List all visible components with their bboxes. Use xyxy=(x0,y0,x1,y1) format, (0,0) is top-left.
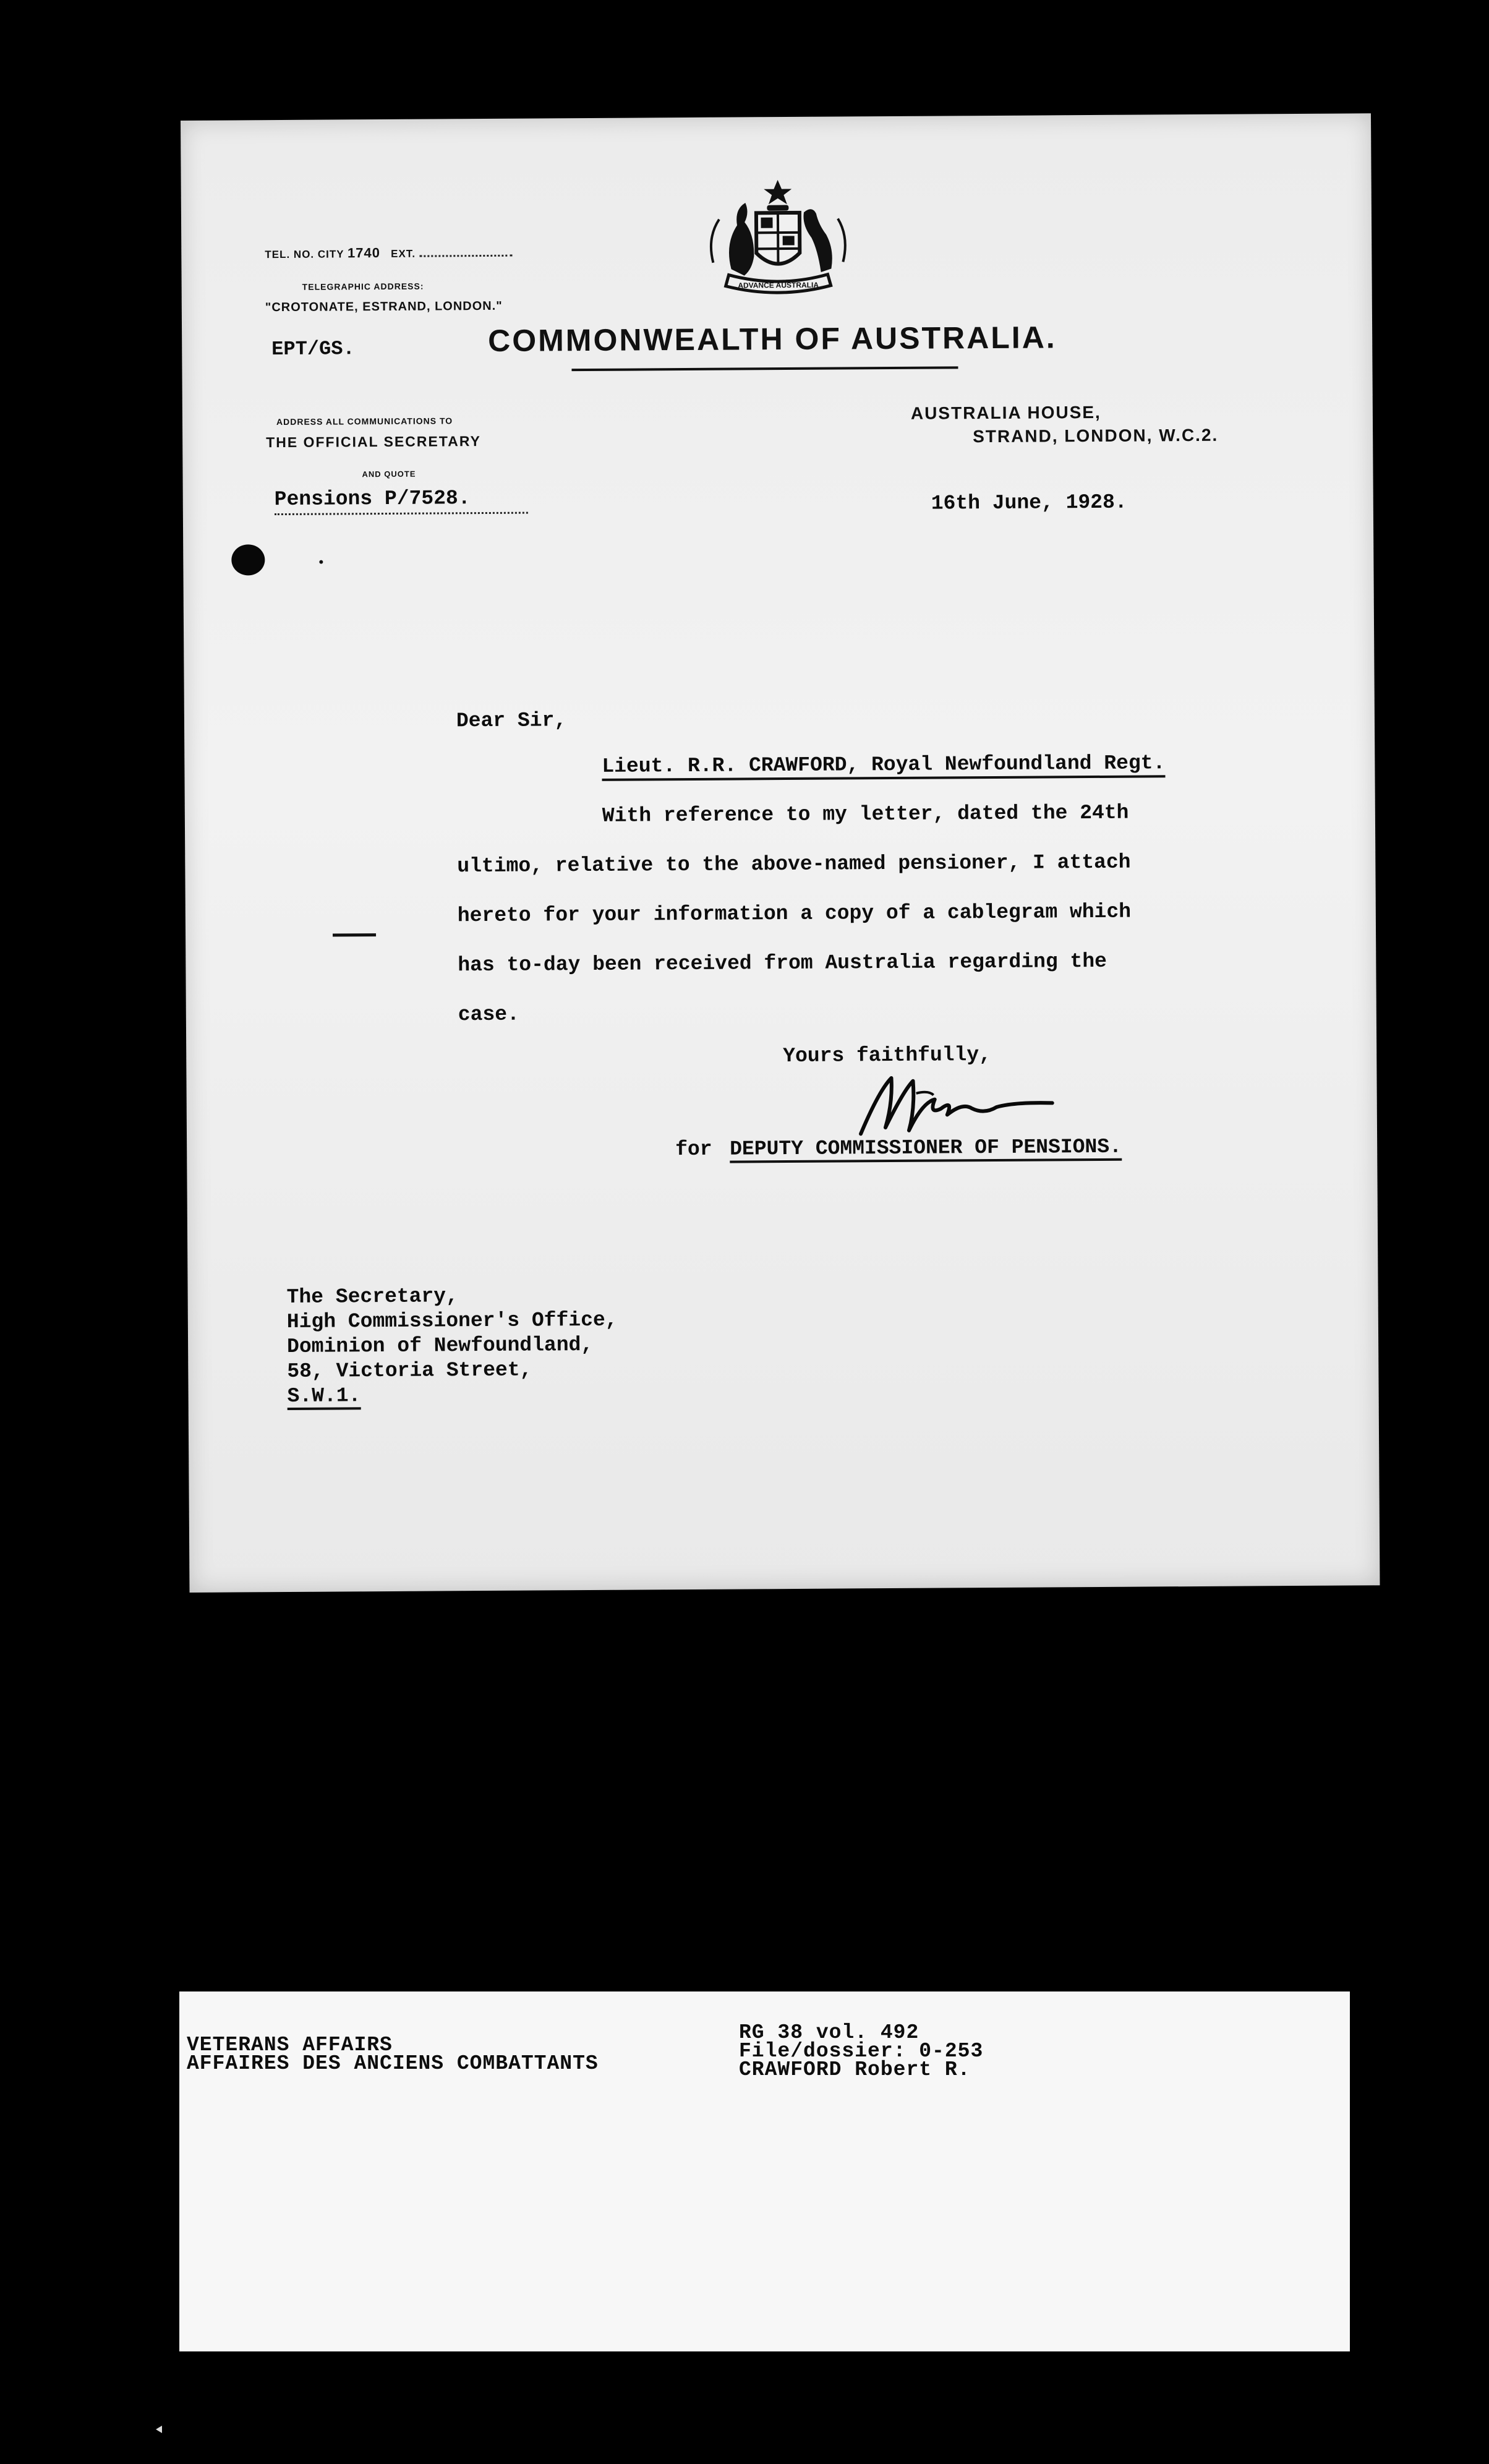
sender-address-line2: STRAND, LONDON, W.C.2. xyxy=(973,425,1219,447)
and-quote-label: AND QUOTE xyxy=(362,469,416,479)
organization-title: COMMONWEALTH OF AUSTRALIA. xyxy=(488,320,1057,358)
punch-hole xyxy=(231,544,265,575)
quote-rule xyxy=(275,512,528,516)
recipient-line: The Secretary, xyxy=(286,1285,458,1309)
body-line: has to-day been received from Australia regarding the xyxy=(458,949,1107,977)
official-secretary: THE OFFICIAL SECRETARY xyxy=(266,433,481,451)
tel-prefix: TEL. NO. CITY xyxy=(265,248,344,261)
letter-page xyxy=(181,113,1380,1593)
telegraphic-address: "CROTONATE, ESTRAND, LONDON." xyxy=(265,299,503,315)
letter-date: 16th June, 1928. xyxy=(931,490,1127,515)
signature-icon xyxy=(854,1064,1059,1140)
body-line: hereto for your information a copy of a cablegram which xyxy=(457,900,1132,928)
address-all-label: ADDRESS ALL COMMUNICATIONS TO xyxy=(276,416,453,427)
recipient-line: 58, Victoria Street, xyxy=(287,1358,532,1383)
coat-of-arms-icon xyxy=(694,175,862,306)
tel-number: 1740 xyxy=(347,245,380,261)
for-word: for xyxy=(675,1137,712,1161)
telegraphic-label: TELEGRAPHIC ADDRESS: xyxy=(302,281,424,292)
body-line: case. xyxy=(458,1003,519,1027)
ext-label: EXT. xyxy=(391,247,416,260)
archive-label-card xyxy=(179,1991,1350,2351)
recipient-line: S.W.1. xyxy=(287,1384,361,1410)
body-line: With reference to my letter, dated the 24th xyxy=(602,801,1129,828)
signatory-title: DEPUTY COMMISSIONER OF PENSIONS. xyxy=(730,1136,1122,1163)
record-group-volume: RG 38 vol. 492 xyxy=(739,2021,919,2044)
recipient-line: High Commissioner's Office, xyxy=(286,1308,618,1333)
subject-name: CRAWFORD Robert R. xyxy=(739,2058,971,2081)
subject-line: Lieut. R.R. CRAWFORD, Royal Newfoundland Regt. xyxy=(602,751,1165,781)
crest-banner-text: ADVANCE AUSTRALIA xyxy=(738,280,819,290)
reference-code: EPT/GS. xyxy=(271,337,355,361)
file-number: File/dossier: 0-253 xyxy=(739,2040,984,2063)
recipient-line: Dominion of Newfoundland, xyxy=(287,1333,594,1358)
department-en: VETERANS AFFAIRS xyxy=(187,2034,393,2056)
quote-reference: Pensions P/7528. xyxy=(274,487,471,511)
ink-dot xyxy=(319,560,323,564)
body-line: ultimo, relative to the above-named pensioner, I attach xyxy=(457,850,1131,878)
scan-edge-mark xyxy=(156,2426,162,2433)
department-fr: AFFAIRES DES ANCIENS COMBATTANTS xyxy=(187,2052,599,2075)
ext-blank xyxy=(419,255,512,257)
title-rule xyxy=(571,366,958,371)
margin-dash xyxy=(333,933,376,936)
closing: Yours faithfully, xyxy=(783,1043,992,1068)
sender-address-line1: AUSTRALIA HOUSE, xyxy=(910,402,1101,423)
telephone-line xyxy=(265,244,512,262)
salutation: Dear Sir, xyxy=(456,709,567,733)
